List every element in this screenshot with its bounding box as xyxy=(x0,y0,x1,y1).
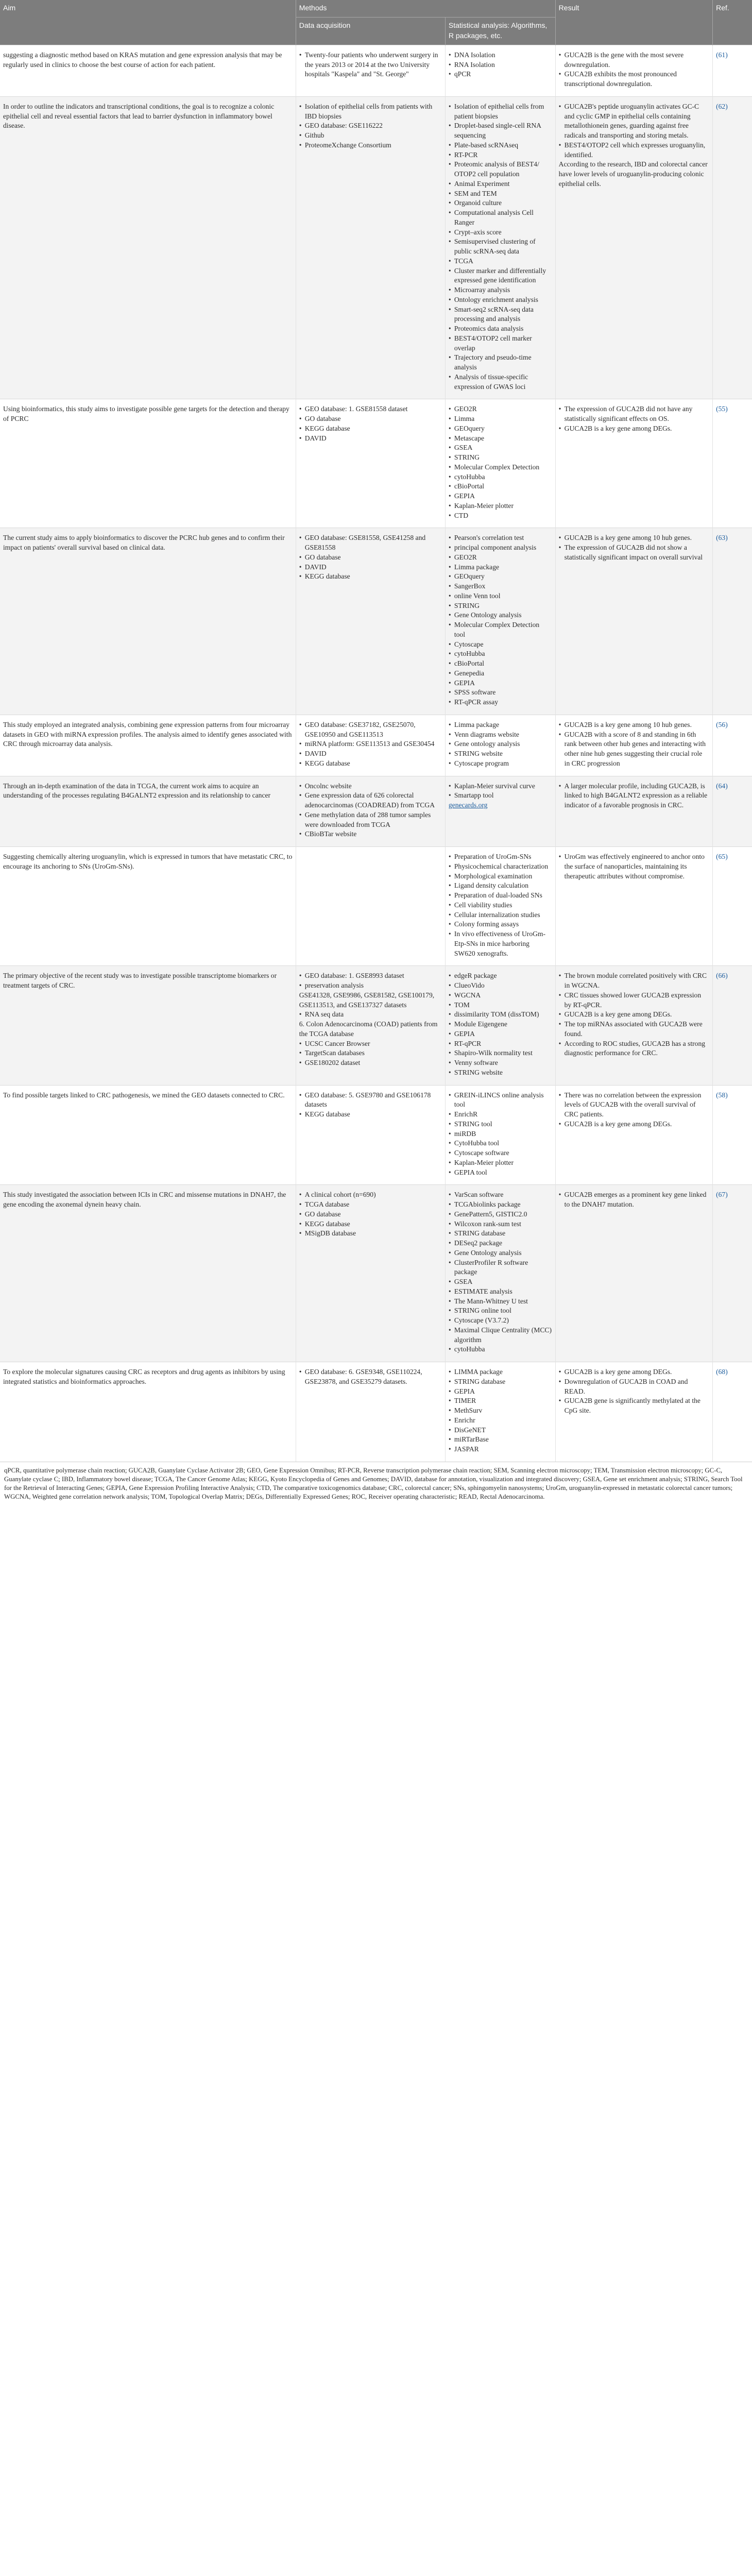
statistical-analysis-cell-list xyxy=(449,102,552,392)
reference-link[interactable]: (66) xyxy=(716,972,728,980)
result-cell-list xyxy=(559,971,709,1058)
result-cell-list xyxy=(559,852,709,881)
list-item: • DisGeNET xyxy=(449,1426,552,1435)
list-item: • TCGAbiolinks package xyxy=(449,1200,552,1210)
list-item: • Kaplan-Meier survival curve xyxy=(449,782,552,791)
list-item: • Downregulation of GUCA2B in COAD and READ. xyxy=(559,1377,709,1397)
table-header xyxy=(0,0,752,45)
list-item: • CBioBTar website xyxy=(299,829,442,839)
data-acquisition-cell-list xyxy=(299,404,442,443)
data-acquisition-cell-list xyxy=(299,720,442,769)
list-item: • KEGG database xyxy=(299,572,442,582)
reference-link[interactable]: (68) xyxy=(716,1368,728,1376)
list-item: • Maximal Clique Centrality (MCC) algorithm xyxy=(449,1326,552,1345)
header-statistical-analysis: Statistical analysis: Algorithms, R packages, etc. xyxy=(445,18,555,45)
list-item: • SangerBox xyxy=(449,582,552,591)
list-item: • Proteomics data analysis xyxy=(449,324,552,334)
list-item: • edgeR package xyxy=(449,971,552,981)
header-data-acquisition: Data acquisition xyxy=(296,18,445,45)
list-item: • UroGm was effectively engineered to anchor onto the surface of nanoparticles, maintaining its therapeutic attributes without compromise. xyxy=(559,852,709,881)
list-item: • Oncolnc website xyxy=(299,782,442,791)
reference-cell xyxy=(713,715,752,776)
list-item: • GEO database: GSE37182, GSE25070, GSE10950 and GSE113513 xyxy=(299,720,442,740)
table-row xyxy=(0,966,752,1085)
list-item: • Kaplan-Meier plotter xyxy=(449,1158,552,1168)
reference-cell xyxy=(713,1362,752,1462)
statistical-analysis-cell xyxy=(445,1085,555,1185)
data-acquisition-cell xyxy=(296,1085,445,1185)
list-item: • miRDB xyxy=(449,1129,552,1139)
header-aim: Aim xyxy=(0,0,296,45)
list-item: • Gene Ontology analysis xyxy=(449,611,552,620)
statistical-analysis-cell xyxy=(445,528,555,715)
list-item: • Ligand density calculation xyxy=(449,881,552,891)
list-item: • GEO database: 1. GSE8993 dataset xyxy=(299,971,442,981)
list-item: • Computational analysis Cell Ranger xyxy=(449,208,552,228)
reference-cell xyxy=(713,1085,752,1185)
list-item: • GEO database: 6. GSE9348, GSE110224, GSE23878, and GSE35279 datasets. xyxy=(299,1367,442,1387)
list-item: • LIMMA package xyxy=(449,1367,552,1377)
list-item: • TCGA database xyxy=(299,1200,442,1210)
list-item: • STRING xyxy=(449,601,552,611)
reference-cell xyxy=(713,96,752,399)
statistical-analysis-cell-list xyxy=(449,404,552,520)
list-item: • Limma xyxy=(449,414,552,424)
result-cell-list xyxy=(559,1091,709,1129)
list-item: • Smart-seq2 scRNA-seq data processing and analysis xyxy=(449,305,552,325)
list-item: • MSigDB database xyxy=(299,1229,442,1239)
data-acquisition-cell xyxy=(296,776,445,847)
list-item: • Preparation of dual-loaded SNs xyxy=(449,891,552,901)
data-acquisition-cell-list xyxy=(299,102,442,150)
list-item: • EnrichR xyxy=(449,1110,552,1120)
list-item: • UCSC Cancer Browser xyxy=(299,1039,442,1049)
list-item: • Module Eigengene xyxy=(449,1020,552,1029)
list-item: • Cellular internalization studies xyxy=(449,910,552,920)
statistical-analysis-cell-list xyxy=(449,1091,552,1178)
statistical-analysis-cell xyxy=(445,45,555,96)
list-item: • JASPAR xyxy=(449,1445,552,1454)
reference-link[interactable]: (58) xyxy=(716,1091,728,1099)
list-item: • Molecular Complex Detection xyxy=(449,463,552,472)
list-item: • cBioPortal xyxy=(449,659,552,669)
data-acquisition-cell xyxy=(296,847,445,966)
statistical-analysis-cell-list xyxy=(449,1367,552,1454)
result-cell xyxy=(555,776,712,847)
list-item: • Animal Experiment xyxy=(449,179,552,189)
table-row xyxy=(0,399,752,528)
data-acquisition-cell-list xyxy=(299,533,442,582)
list-item: • DAVID xyxy=(299,434,442,444)
list-item: • MethSurv xyxy=(449,1406,552,1416)
result-cell xyxy=(555,45,712,96)
data-acquisition-cell xyxy=(296,1185,445,1362)
statistical-analysis-cell-list xyxy=(449,782,552,810)
list-item: • Colony forming assays xyxy=(449,920,552,929)
list-item: • GUCA2B gene is significantly methylated at the CpG site. xyxy=(559,1396,709,1416)
result-cell xyxy=(555,715,712,776)
list-item: • GUCA2B is a key gene among DEGs. xyxy=(559,424,709,434)
statistical-analysis-cell-list xyxy=(449,50,552,79)
list-item: • A clinical cohort (n=690) xyxy=(299,1190,442,1200)
aim-cell: Suggesting chemically altering uroguanylin, which is expressed in tumors that have metastatic CRC, to encourage its anchoring to SNs (UroGm-SNs). xyxy=(0,847,296,966)
aim-cell: Through an in-depth examination of the data in TCGA, the current work aims to acquire an understanding of the processes regulating B4GALNT2 expression and its relationship to cancer xyxy=(0,776,296,847)
list-item: • Trajectory and pseudo-time analysis xyxy=(449,353,552,372)
list-item: • RT-qPCR assay xyxy=(449,698,552,707)
list-item: • STRING website xyxy=(449,749,552,759)
reference-link[interactable]: (67) xyxy=(716,1191,728,1199)
list-item: • GUCA2B is a key gene among DEGs. xyxy=(559,1120,709,1129)
list-item: • STRING website xyxy=(449,1068,552,1078)
list-item: • STRING tool xyxy=(449,1120,552,1129)
statistical-analysis-cell-list xyxy=(449,1190,552,1354)
list-item: • Gene ontology analysis xyxy=(449,739,552,749)
list-item: • GEPIA xyxy=(449,1029,552,1039)
reference-link[interactable]: (65) xyxy=(716,853,728,861)
list-item: • In vivo effectiveness of UroGm-Etp-SNs in mice harboring SW620 xenografts. xyxy=(449,929,552,958)
list-item: • GEPIA tool xyxy=(449,1168,552,1178)
list-item: • GEO database: 1. GSE81558 dataset xyxy=(299,404,442,414)
list-item: • Kaplan-Meier plotter xyxy=(449,501,552,511)
aim-cell: To find possible targets linked to CRC pathogenesis, we mined the GEO datasets connected to CRC. xyxy=(0,1085,296,1185)
result-cell-list xyxy=(559,50,709,89)
list-item: • Analysis of tissue-specific expression of GWAS loci xyxy=(449,372,552,392)
list-item: • The expression of GUCA2B did not have any statistically significant effects on OS. xyxy=(559,404,709,424)
aim-cell: To explore the molecular signatures causing CRC as receptors and drug agents as inhibitors by using integrated statistics and bioinformatics approaches. xyxy=(0,1362,296,1462)
list-item: • Limma package xyxy=(449,563,552,572)
list-item: • GEPIA xyxy=(449,1387,552,1397)
header-methods: Methods xyxy=(296,0,555,18)
list-item: • GUCA2B is a key gene among DEGs. xyxy=(559,1010,709,1020)
table-row xyxy=(0,528,752,715)
list-item: • CRC tissues showed lower GUCA2B expression by RT-qPCR. xyxy=(559,991,709,1010)
reference-cell xyxy=(713,847,752,966)
reference-cell xyxy=(713,45,752,96)
statistical-analysis-cell-list xyxy=(449,533,552,707)
statistical-analysis-cell xyxy=(445,966,555,1085)
list-item: • Cytoscape program xyxy=(449,759,552,769)
statistical-analysis-cell-list xyxy=(449,971,552,1077)
list-item: • Genepedia xyxy=(449,669,552,679)
list-item: • DESeq2 package xyxy=(449,1239,552,1248)
data-acquisition-cell xyxy=(296,96,445,399)
list-item: • Molecular Complex Detection tool xyxy=(449,620,552,640)
result-cell xyxy=(555,528,712,715)
list-item: • Cytoscape (V3.7.2) xyxy=(449,1316,552,1326)
list-item: • STRING database xyxy=(449,1377,552,1387)
list-item: • TCGA xyxy=(449,257,552,266)
list-item: • GEO database: GSE116222 xyxy=(299,121,442,131)
table-row xyxy=(0,1085,752,1185)
list-item: • Crypt–axis score xyxy=(449,228,552,238)
list-item: • Venny software xyxy=(449,1058,552,1068)
list-item: According to the research, IBD and colorectal cancer have lower levels of uroguanylin-producing colonic epithelial cells. xyxy=(558,160,708,188)
statistical-analysis-cell xyxy=(445,776,555,847)
list-item: • GEOquery xyxy=(449,572,552,582)
statistical-analysis-cell xyxy=(445,715,555,776)
list-item: • Gene methylation data of 288 tumor samples were downloaded from TCGA xyxy=(299,810,442,830)
table-row xyxy=(0,96,752,399)
reference-cell xyxy=(713,1185,752,1362)
list-item: • GUCA2B is the gene with the most severe downregulation. xyxy=(559,50,709,70)
list-item: • Venn diagrams website xyxy=(449,730,552,740)
list-item: • GUCA2B exhibits the most pronounced transcriptional downregulation. xyxy=(559,70,709,89)
list-item: • Microarray analysis xyxy=(449,285,552,295)
list-item: • Droplet-based single-cell RNA sequencing xyxy=(449,121,552,141)
list-item: • Proteomic analysis of BEST4/ OTOP2 cell population xyxy=(449,160,552,179)
list-item: • KEGG database xyxy=(299,759,442,769)
list-item: • GenePattern5, GISTIC2.0 xyxy=(449,1210,552,1219)
list-item: • A larger molecular profile, including GUCA2B, is linked to high B4GALNT2 expression as a reliable indicator of a favorable prognosis in CRC. xyxy=(559,782,709,810)
list-item: • RT-qPCR xyxy=(449,1039,552,1049)
list-item: • GEPIA xyxy=(449,492,552,501)
aim-cell: The primary objective of the recent study was to investigate possible transcriptome biomarkers or treatment targets of CRC. xyxy=(0,966,296,1085)
list-item: • Twenty-four patients who underwent surgery in the years 2013 or 2014 at the two University hospitals "Kaspela" and "St. George" xyxy=(299,50,442,79)
list-item: • Physicochemical characterization xyxy=(449,862,552,872)
list-item: • GEO2R xyxy=(449,404,552,414)
list-item: • SPSS software xyxy=(449,688,552,698)
list-item: • ClueoVido xyxy=(449,981,552,991)
list-item: • The expression of GUCA2B did not show a statistically significant impact on overall survival xyxy=(559,543,709,563)
list-item: • Gene expression data of 626 colorectal adenocarcinomas (COADREAD) from TCGA xyxy=(299,791,442,810)
statistical-analysis-cell xyxy=(445,399,555,528)
table-row xyxy=(0,1185,752,1362)
table-body xyxy=(0,45,752,1462)
reference-cell xyxy=(713,399,752,528)
list-item: • Cell viability studies xyxy=(449,901,552,910)
list-item: • GUCA2B emerges as a prominent key gene linked to the DNAH7 mutation. xyxy=(559,1190,709,1210)
list-item: • Metascape xyxy=(449,434,552,444)
statistical-analysis-cell xyxy=(445,1185,555,1362)
list-item: • ESTIMATE analysis xyxy=(449,1287,552,1297)
statistical-analysis-cell-list xyxy=(449,852,552,958)
list-item: • GEOquery xyxy=(449,424,552,434)
list-item: • SEM and TEM xyxy=(449,189,552,199)
list-item: • Organoid culture xyxy=(449,198,552,208)
data-acquisition-cell-list xyxy=(299,1190,442,1239)
list-item: • cytoHubba xyxy=(449,1345,552,1354)
list-item: • ClusterProfiler R software package xyxy=(449,1258,552,1278)
list-item: • Shapiro-Wilk normality test xyxy=(449,1048,552,1058)
list-item: • KEGG database xyxy=(299,424,442,434)
data-acquisition-cell xyxy=(296,528,445,715)
list-item: • RT-PCR xyxy=(449,150,552,160)
list-item: • GSE180202 dataset xyxy=(299,1058,442,1068)
list-item: • TargetScan databases xyxy=(299,1048,442,1058)
list-item: • RNA Isolation xyxy=(449,60,552,70)
list-item: • GEO2R xyxy=(449,553,552,563)
list-item: • DNA Isolation xyxy=(449,50,552,60)
list-item: • BEST4/OTOP2 cell marker overlap xyxy=(449,334,552,353)
list-item: • There was no correlation between the expression levels of GUCA2B with the overall survival of CRC patients. xyxy=(559,1091,709,1120)
list-item: • CTD xyxy=(449,511,552,521)
list-item: • GEO database: GSE81558, GSE41258 and GSE81558 xyxy=(299,533,442,553)
aim-cell: The current study aims to apply bioinformatics to discover the PCRC hub genes and to confirm their impact on patients' overall survival based on clinical data. xyxy=(0,528,296,715)
list-item: • miRNA platform: GSE113513 and GSE30454 xyxy=(299,739,442,749)
list-item: • GSEA xyxy=(449,443,552,453)
reference-cell xyxy=(713,966,752,1085)
list-item: • Ontology enrichment analysis xyxy=(449,295,552,305)
list-item: • GO database xyxy=(299,553,442,563)
aim-cell: This study employed an integrated analysis, combining gene expression patterns from four microarray datasets in GEO with miRNA expression profiles. The analysis aimed to identify genes associated with CRC through microarray data analysis. xyxy=(0,715,296,776)
result-cell xyxy=(555,847,712,966)
result-cell xyxy=(555,1185,712,1362)
reference-link[interactable]: (64) xyxy=(716,782,728,790)
reference-link[interactable]: (56) xyxy=(716,720,728,728)
list-item: • STRING online tool xyxy=(449,1306,552,1316)
list-item: • Cluster marker and differentially expressed gene identification xyxy=(449,266,552,286)
reference-link[interactable]: (63) xyxy=(716,534,728,542)
list-item: • TOM xyxy=(449,1001,552,1010)
list-item: • GUCA2B with a score of 8 and standing in 6th rank between other hub genes and interacting with other nine hub genes suggesting their crucial role in CRC progression xyxy=(559,730,709,769)
list-item: • cBioPortal xyxy=(449,482,552,492)
list-item: • TIMER xyxy=(449,1396,552,1406)
list-item: • preservation analysis xyxy=(299,981,442,991)
list-item: • principal component analysis xyxy=(449,543,552,553)
data-acquisition-cell-list xyxy=(299,1091,442,1120)
list-item: • GEO database: 5. GSE9780 and GSE106178 datasets xyxy=(299,1091,442,1110)
result-cell-list xyxy=(559,404,709,433)
result-cell-list xyxy=(559,720,709,769)
table-row xyxy=(0,715,752,776)
data-acquisition-cell xyxy=(296,45,445,96)
data-acquisition-cell xyxy=(296,715,445,776)
list-item: • Isolation of epithelial cells from patients with IBD biopsies xyxy=(299,102,442,122)
list-item: • cytoHubba xyxy=(449,472,552,482)
list-item: • GSEA xyxy=(449,1277,552,1287)
list-item: • Preparation of UroGm-SNs xyxy=(449,852,552,862)
data-acquisition-cell xyxy=(296,1362,445,1462)
list-item: • STRING database xyxy=(449,1229,552,1239)
list-item: • Isolation of epithelial cells from patient biopsies xyxy=(449,102,552,122)
list-item: • KEGG database xyxy=(299,1219,442,1229)
list-item: • The brown module correlated positively with CRC in WGCNA. xyxy=(559,971,709,991)
data-acquisition-cell-list xyxy=(299,971,442,1068)
list-item: • GREIN-iLINCS online analysis tool xyxy=(449,1091,552,1110)
list-item: • GUCA2B's peptide uroguanylin activates GC-C and cyclic GMP in epithelial cells containing metallothionein genes, guarding against free radicals and transporting and storing metals. xyxy=(559,102,709,141)
data-acquisition-cell-list xyxy=(299,782,442,840)
result-cell xyxy=(555,1085,712,1185)
list-item: GSE41328, GSE9986, GSE81582, GSE100179, GSE113513, and GSE137327 datasets xyxy=(299,991,435,1009)
list-item: • Enrichr xyxy=(449,1416,552,1426)
list-item: • GO database xyxy=(299,414,442,424)
list-item: • Github xyxy=(299,131,442,141)
data-acquisition-cell-list xyxy=(299,50,442,79)
table-row xyxy=(0,1362,752,1462)
list-item: • Smartapp tool xyxy=(449,791,552,801)
list-item: • GEPIA xyxy=(449,679,552,688)
result-cell-list xyxy=(559,102,709,189)
list-item: • KEGG database xyxy=(299,1110,442,1120)
reference-link[interactable]: (62) xyxy=(716,102,728,110)
list-item: • CytoHubba tool xyxy=(449,1139,552,1148)
list-item: • GUCA2B is a key gene among DEGs. xyxy=(559,1367,709,1377)
list-item: • DAVID xyxy=(299,749,442,759)
data-acquisition-cell xyxy=(296,399,445,528)
table-row xyxy=(0,45,752,96)
result-cell-list xyxy=(559,1367,709,1416)
list-item xyxy=(449,801,552,810)
reference-link[interactable]: (55) xyxy=(716,405,728,413)
table-row xyxy=(0,847,752,966)
aim-cell: suggesting a diagnostic method based on KRAS mutation and gene expression analysis that may be regularly used in clinics to choose the best course of action for each patient. xyxy=(0,45,296,96)
list-item: • Pearson's correlation test xyxy=(449,533,552,543)
result-cell xyxy=(555,96,712,399)
list-item: • DAVID xyxy=(299,563,442,572)
statistical-analysis-cell-list xyxy=(449,720,552,769)
table-footnote: qPCR, quantitative polymerase chain reaction; GUCA2B, Guanylate Cyclase Activator 2B; GEO, Gene Expression Omnibus; RT-PCR, Reverse transcription polymerase chain reaction; SEM, Scanning electron microscopy; TEM, Transmission electron microscopy; GC-C, Guanylate cyclase C; IBD, Inflammatory bowel disease; TCGA, The Cancer Genome Atlas; KEGG, Kyoto Encyclopedia of Genes and Genomes; DAVID, database for annotation, visualization and integrated discovery; GSEA, Gene set enrichment analysis; STRING, Search Tool for the Retrieval of Interacting Genes; GEPIA, Gene Expression Profiling Interactive Analysis; CTD, The comparative toxicogenomics database; CRC, colorectal cancer; SNs, sphingomyelin nanosystems; UroGm, uroguanylin-expressed in metastatic colorectal cancer tumors; WGCNA, Weighted gene correlation network analysis; TOM, Topological Overlap Matrix; DEGs, Differentially Expressed Genes; ROC, Receiver operating characteristic; READ, Rectal Adenocarcinoma. xyxy=(0,1462,752,1507)
list-item: • Plate-based scRNAseq xyxy=(449,141,552,150)
aim-cell: In order to outline the indicators and transcriptional conditions, the goal is to recognize a colonic epithelial cell and reveal essential factors that lead to barrier dysfunction in inflammatory bowel disease. xyxy=(0,96,296,399)
header-result: Result xyxy=(555,0,712,45)
list-item: • Semisupervised clustering of public scRNA-seq data xyxy=(449,237,552,257)
result-cell xyxy=(555,1362,712,1462)
list-item: • Wilcoxon rank-sum test xyxy=(449,1219,552,1229)
aim-cell: This study investigated the association between ICIs in CRC and missense mutations in DNAH7, the gene encoding the axonemal dynein heavy chain. xyxy=(0,1185,296,1362)
list-item: • miRTarBase xyxy=(449,1435,552,1445)
list-item: • Cytoscape software xyxy=(449,1148,552,1158)
result-cell xyxy=(555,399,712,528)
statistical-analysis-cell xyxy=(445,96,555,399)
aim-cell: Using bioinformatics, this study aims to investigate possible gene targets for the detection and therapy of PCRC xyxy=(0,399,296,528)
list-item: • GUCA2B is a key gene among 10 hub genes. xyxy=(559,720,709,730)
list-item: • online Venn tool xyxy=(449,591,552,601)
list-item: • cytoHubba xyxy=(449,649,552,659)
external-link[interactable]: genecards.org xyxy=(448,801,488,809)
list-item: • WGCNA xyxy=(449,991,552,1001)
list-item: • RNA seq data xyxy=(299,1010,442,1020)
list-item: • The top miRNAs associated with GUCA2B were found. xyxy=(559,1020,709,1039)
result-cell-list xyxy=(559,782,709,810)
list-item: • GUCA2B is a key gene among 10 hub genes. xyxy=(559,533,709,543)
list-item: • BEST4/OTOP2 cell which expresses uroguanylin, identified. xyxy=(559,141,709,160)
header-ref: Ref. xyxy=(713,0,752,45)
statistical-analysis-cell xyxy=(445,1362,555,1462)
list-item: • Limma package xyxy=(449,720,552,730)
list-item: • VarScan software xyxy=(449,1190,552,1200)
result-cell-list xyxy=(559,533,709,562)
list-item: • dissimilarity TOM (dissTOM) xyxy=(449,1010,552,1020)
result-cell xyxy=(555,966,712,1085)
statistical-analysis-cell xyxy=(445,847,555,966)
reference-link[interactable]: (61) xyxy=(716,50,728,59)
list-item: 6. Colon Adenocarcinoma (COAD) patients from the TCGA database xyxy=(299,1020,438,1038)
list-item: • Morphological examination xyxy=(449,872,552,882)
list-item: • Gene Ontology analysis xyxy=(449,1248,552,1258)
list-item: • ProteomeXchange Consortium xyxy=(299,141,442,150)
list-item: • STRING xyxy=(449,453,552,463)
reference-cell xyxy=(713,776,752,847)
list-item: • According to ROC studies, GUCA2B has a strong diagnostic performance for CRC. xyxy=(559,1039,709,1059)
list-item: • GO database xyxy=(299,1210,442,1219)
list-item: • The Mann-Whitney U test xyxy=(449,1297,552,1307)
data-acquisition-cell xyxy=(296,966,445,1085)
reference-cell xyxy=(713,528,752,715)
result-cell-list xyxy=(559,1190,709,1210)
table-row xyxy=(0,776,752,847)
data-acquisition-cell-list xyxy=(299,1367,442,1387)
list-item: • qPCR xyxy=(449,70,552,79)
list-item: • Cytoscape xyxy=(449,640,552,650)
